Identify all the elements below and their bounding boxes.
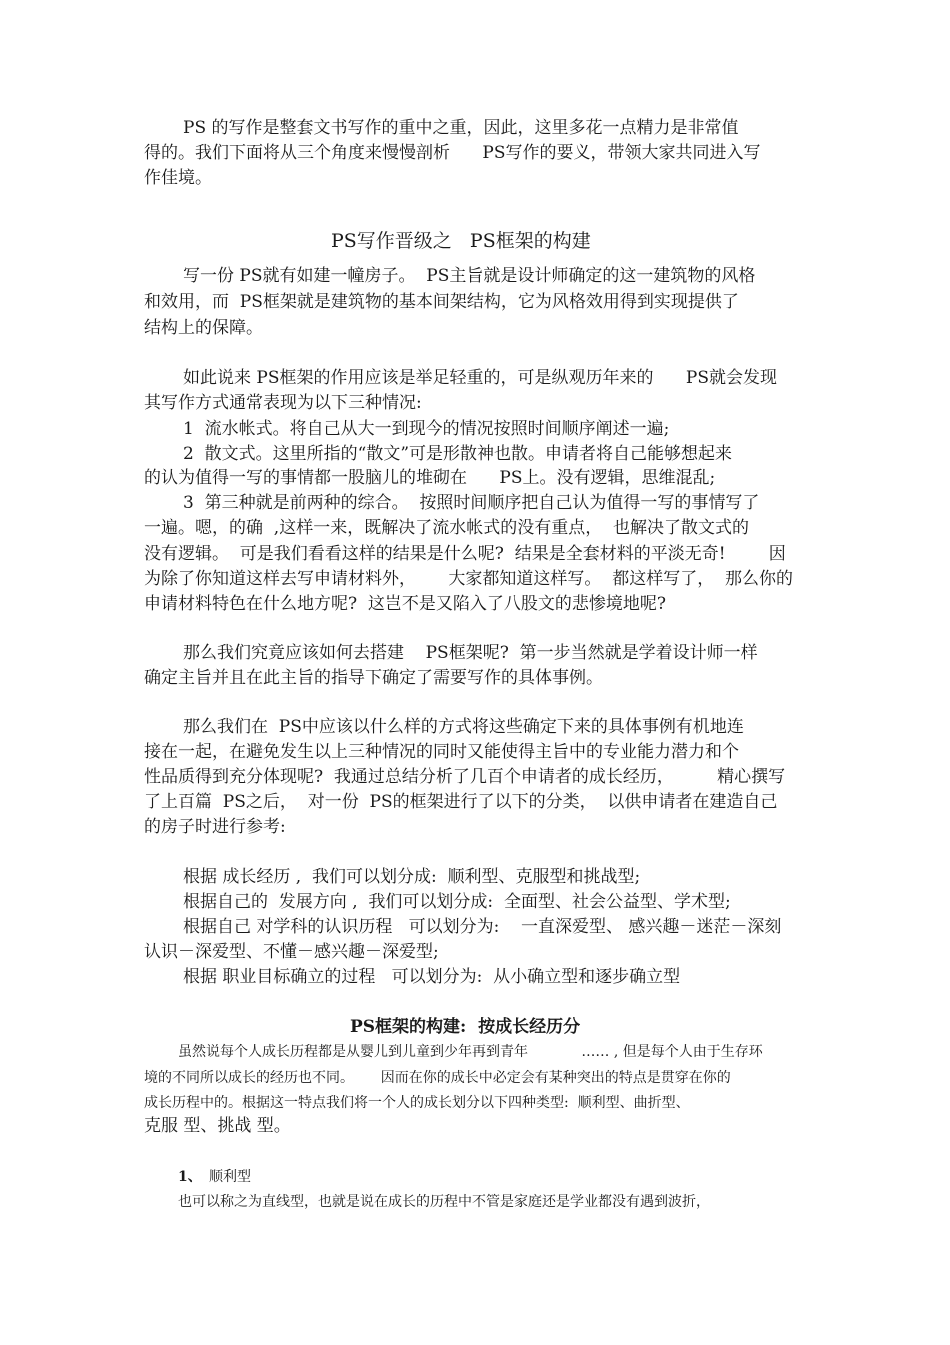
para2-line-4: 2 散文式。这里所指的“散文”可是形散神也散。申请者将自己能够想起来	[183, 444, 733, 464]
category-line-5: 根据 职业目标确立的过程 可以划分为: 从小确立型和逐步确立型	[183, 967, 681, 987]
para1-line-3: 结构上的保障。	[144, 318, 263, 338]
category-line-2: 根据自己的 发展方向 , 我们可以划分成: 全面型、社会公益型、学术型;	[183, 892, 731, 912]
para1-line-2: 和效用，而 PS框架就是建筑物的基本间架结构，它为风格效用得到实现提供了	[144, 292, 739, 312]
para1-line-1: 写一份 PS就有如建一幢房子。 PS主旨就是设计师确定的这一建筑物的风格	[183, 266, 756, 286]
para6-line-1: 也可以称之为直线型，也就是说在成长的历程中不管是家庭还是学业都没有遇到波折，	[178, 1194, 710, 1210]
para3-line-1: 那么我们究竟应该如何去搭建 PS框架呢? 第一步当然就是学着设计师一样	[183, 643, 758, 663]
intro-line-1: PS 的写作是整套文书写作的重中之重，因此，这里多花一点精力是非常值	[183, 118, 739, 138]
para4-line-2: 接在一起，在避免发生以上三种情况的同时又能使得主旨中的专业能力潜力和个	[144, 742, 739, 762]
para4-line-5: 的房子时进行参考:	[144, 817, 286, 837]
para2-line-9: 为除了你知道这样去写申请材料外， 大家都知道这样写。 都这样写了， 那么你的	[144, 569, 794, 589]
category-line-4: 认识－深爱型、不懂－感兴趣－深爱型;	[144, 942, 439, 962]
para5-line-1: 虽然说每个人成长历程都是从婴儿到儿童到少年再到青年 …… , 但是每个人由于生存环	[178, 1044, 763, 1060]
para2-line-5: 的认为值得一写的事情都一股脑儿的堆砌在 PS上。没有逻辑，思维混乱;	[144, 468, 716, 488]
para3-line-2: 确定主旨并且在此主旨的指导下确定了需要写作的具体事例。	[144, 668, 603, 688]
intro-line-2: 得的。我们下面将从三个角度来慢慢剖析 PS写作的要义，带领大家共同进入写	[144, 143, 761, 163]
para5-line-2: 境的不同所以成长的经历也不同。 因而在你的成长中必定会有某种突出的特点是贯穿在你的	[144, 1070, 731, 1086]
para5-line-4: 克服 型、挑战 型。	[144, 1116, 291, 1136]
para4-line-4: 了上百篇 PS之后， 对一份 PS的框架进行了以下的分类， 以供申请者在建造自己	[144, 792, 778, 812]
subsection-title: PS框架的构建: 按成长经历分	[350, 1017, 581, 1037]
category-line-1: 根据 成长经历 , 我们可以划分成: 顺利型、克服型和挑战型;	[183, 867, 641, 887]
para2-line-1: 如此说来 PS框架的作用应该是举足轻重的，可是纵观历年来的 PS就会发现	[183, 368, 777, 388]
para2-line-8: 没有逻辑。 可是我们看看这样的结果是什么呢? 结果是全套材料的平淡无奇! 因	[144, 544, 786, 564]
section-title: PS写作晋级之 PS框架的构建	[331, 230, 591, 252]
item1-number: 1、	[178, 1169, 202, 1185]
para2-line-10: 申请材料特色在什么地方呢? 这岂不是又陷入了八股文的悲惨境地呢?	[144, 594, 667, 614]
intro-line-3: 作佳境。	[144, 168, 212, 188]
para4-line-3: 性品质得到充分体现呢? 我通过总结分析了几百个申请者的成长经历， 精心撰写	[144, 767, 786, 787]
para2-line-6: 3 第三种就是前两种的综合。 按照时间顺序把自己认为值得一写的事情写了	[183, 493, 760, 513]
category-line-3: 根据自己 对学科的认识历程 可以划分为: 一直深爱型、 感兴趣－迷茫－深刻	[183, 917, 782, 937]
para4-line-1: 那么我们在 PS中应该以什么样的方式将这些确定下来的具体事例有机地连	[183, 717, 744, 737]
para5-line-3: 成长历程中的。根据这一特点我们将一个人的成长划分以下四种类型: 顺利型、曲折型、	[144, 1095, 690, 1111]
item1-title: 顺利型	[209, 1169, 251, 1185]
para2-line-2: 其写作方式通常表现为以下三种情况:	[144, 393, 422, 413]
para2-line-3: 1 流水帐式。将自己从大一到现今的情况按照时间顺序阐述一遍;	[183, 419, 670, 439]
para2-line-7: 一遍。嗯，的确 ,这样一来，既解决了流水帐式的没有重点， 也解决了散文式的	[144, 518, 750, 538]
